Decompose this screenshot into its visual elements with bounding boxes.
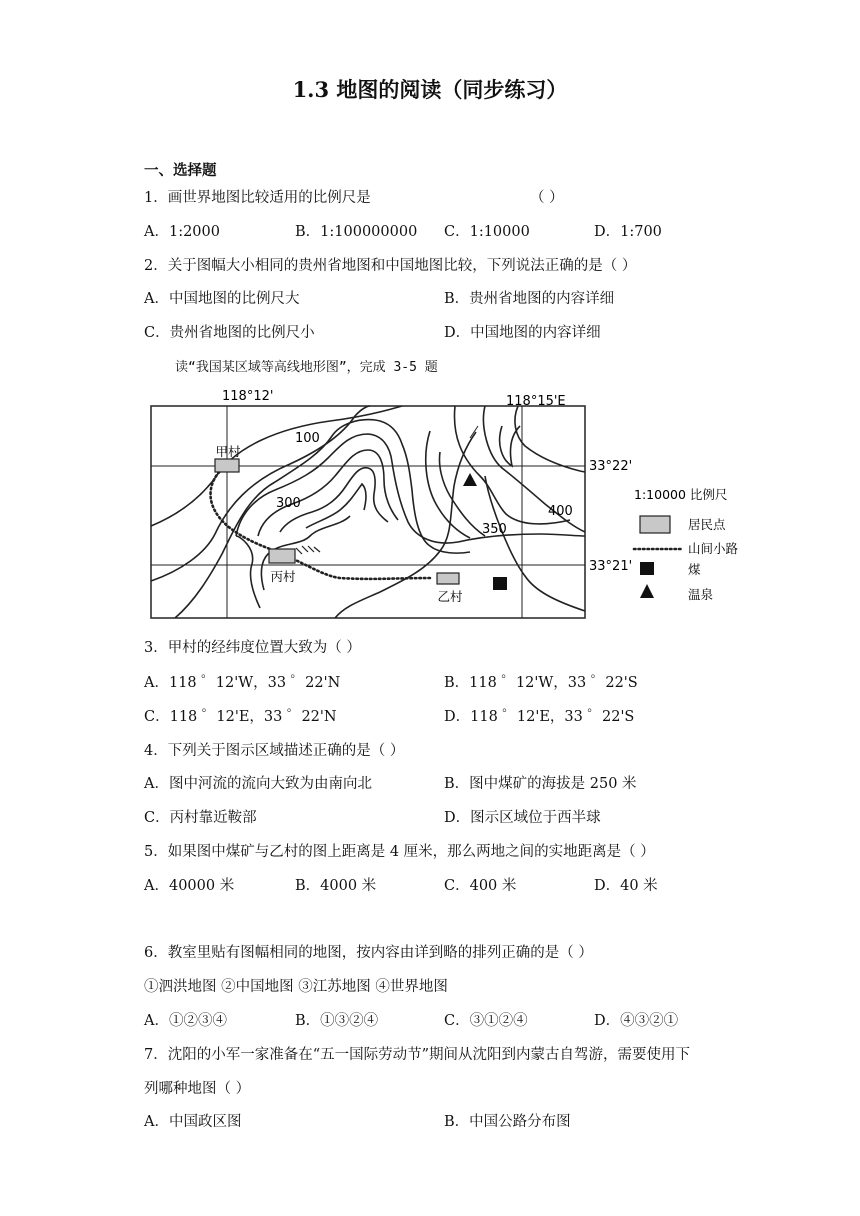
q6-option-a: A．①②③④ [144, 1013, 227, 1029]
village-yi-label: 乙村 [437, 589, 463, 604]
q4-option-b: B．图中煤矿的海拔是 250 米 [444, 776, 637, 792]
q1-option-d: D．1:700 [594, 224, 662, 240]
q2-option-b: B．贵州省地图的内容详细 [444, 291, 615, 307]
q4-option-d: D．图示区域位于西半球 [444, 810, 601, 826]
legend-coal-swatch [640, 562, 654, 575]
legend-coal: 煤 [688, 562, 701, 577]
contour-line [306, 484, 366, 528]
contour-line [258, 450, 398, 536]
q3-option-d: D．118 ゜12'E，33 ゜22'S [444, 709, 635, 725]
contour-map [140, 386, 760, 624]
longitude-label-2: 118°15'E [506, 394, 566, 409]
latitude-label-1: 33°22' [589, 459, 633, 474]
legend-scale: 1:10000 比例尺 [634, 487, 728, 502]
reading-intro: 读“我国某区域等高线地形图”，完成 3-5 题 [175, 360, 438, 375]
q3-option-c: C．118 ゜12'E，33 ゜22'N [144, 709, 337, 725]
q1-option-a: A．1:2000 [144, 224, 220, 240]
hot-spring-marker [463, 473, 477, 486]
q7-option-b: B．中国公路分布图 [444, 1114, 571, 1130]
q2-option-a: A．中国地图的比例尺大 [144, 291, 300, 307]
section-heading: 一、选择题 [144, 162, 217, 179]
q5-option-b: B．4000 米 [295, 878, 377, 894]
q4-option-c: C．丙村靠近鞍部 [144, 810, 257, 826]
contour-label-100: 100 [295, 431, 320, 446]
q6-option-c: C．③①②④ [444, 1013, 528, 1029]
q4-option-a: A．图中河流的流向大致为由南向北 [144, 776, 372, 792]
question-3-stem: 3．甲村的经纬度位置大致为（ ） [144, 640, 361, 656]
contour-line [515, 406, 585, 472]
legend-hotspring: 温泉 [688, 587, 714, 602]
question-6-stem: 6．教室里贴有图幅相同的地图，按内容由详到略的排列正确的是（ ） [144, 945, 593, 961]
question-5-stem: 5．如果图中煤矿与乙村的图上距离是 4 厘米，那么两地之间的实地距离是（ ） [144, 844, 655, 860]
question-2-stem: 2．关于图幅大小相同的贵州省地图和中国地图比较，下列说法正确的是（ ） [144, 258, 637, 274]
q6-option-d: D．④③②① [594, 1013, 679, 1029]
longitude-label-1: 118°12' [222, 389, 274, 404]
contour-line [439, 452, 485, 536]
village-jia-marker [215, 459, 239, 472]
village-bing-label: 丙村 [270, 569, 296, 584]
question-4-stem: 4．下列关于图示区域描述正确的是（ ） [144, 743, 405, 759]
question-7-stem-line2: 列哪种地图（ ） [144, 1081, 251, 1097]
latitude-label-2: 33°21' [589, 559, 633, 574]
question-7-stem-line1: 7．沈阳的小军一家准备在“五一国际劳动节”期间从沈阳到内蒙古自驾游，需要使用下 [144, 1047, 691, 1063]
legend-hotspring-swatch [640, 584, 654, 598]
question-1-stem: 1．画世界地图比较适用的比例尺是 [144, 190, 371, 206]
q3-option-a: A．118 ゜12'W，33 ゜22'N [144, 675, 341, 691]
q6-option-b: B．①③②④ [295, 1013, 379, 1029]
q1-option-c: C．1:10000 [444, 224, 530, 240]
village-jia-label: 甲村 [215, 444, 241, 459]
q2-option-d: D．中国地图的内容详细 [444, 325, 601, 341]
q2-option-c: C．贵州省地图的比例尺小 [144, 325, 315, 341]
mountain-path [211, 466, 430, 579]
q5-option-d: D．40 米 [594, 878, 658, 894]
legend-residential-swatch [640, 516, 670, 533]
q1-option-b: B．1:100000000 [295, 224, 418, 240]
page-title: 1.3 地图的阅读（同步练习） [292, 77, 568, 102]
village-bing-marker [269, 549, 295, 563]
village-yi-marker [437, 573, 459, 584]
q7-option-a: A．中国政区图 [144, 1114, 242, 1130]
legend-residential: 居民点 [688, 517, 726, 532]
contour-line [236, 536, 260, 608]
map-frame [151, 406, 585, 618]
question-6-items: ①泗洪地图 ②中国地图 ③江苏地图 ④世界地图 [144, 979, 448, 995]
contour-label-350: 350 [482, 522, 507, 537]
contour-label-400: 400 [548, 504, 573, 519]
legend-path: 山间小路 [688, 541, 739, 556]
q3-option-b: B．118 ゜12'W，33 ゜22'S [444, 675, 638, 691]
coal-mine-marker [493, 577, 507, 590]
question-1-paren: （ ） [530, 190, 564, 206]
contour-line [236, 434, 585, 543]
q5-option-c: C．400 米 [444, 878, 517, 894]
q5-option-a: A．40000 米 [144, 878, 235, 894]
cliff-marks [296, 546, 320, 554]
contour-line [426, 431, 470, 538]
contour-label-300: 300 [276, 496, 301, 511]
